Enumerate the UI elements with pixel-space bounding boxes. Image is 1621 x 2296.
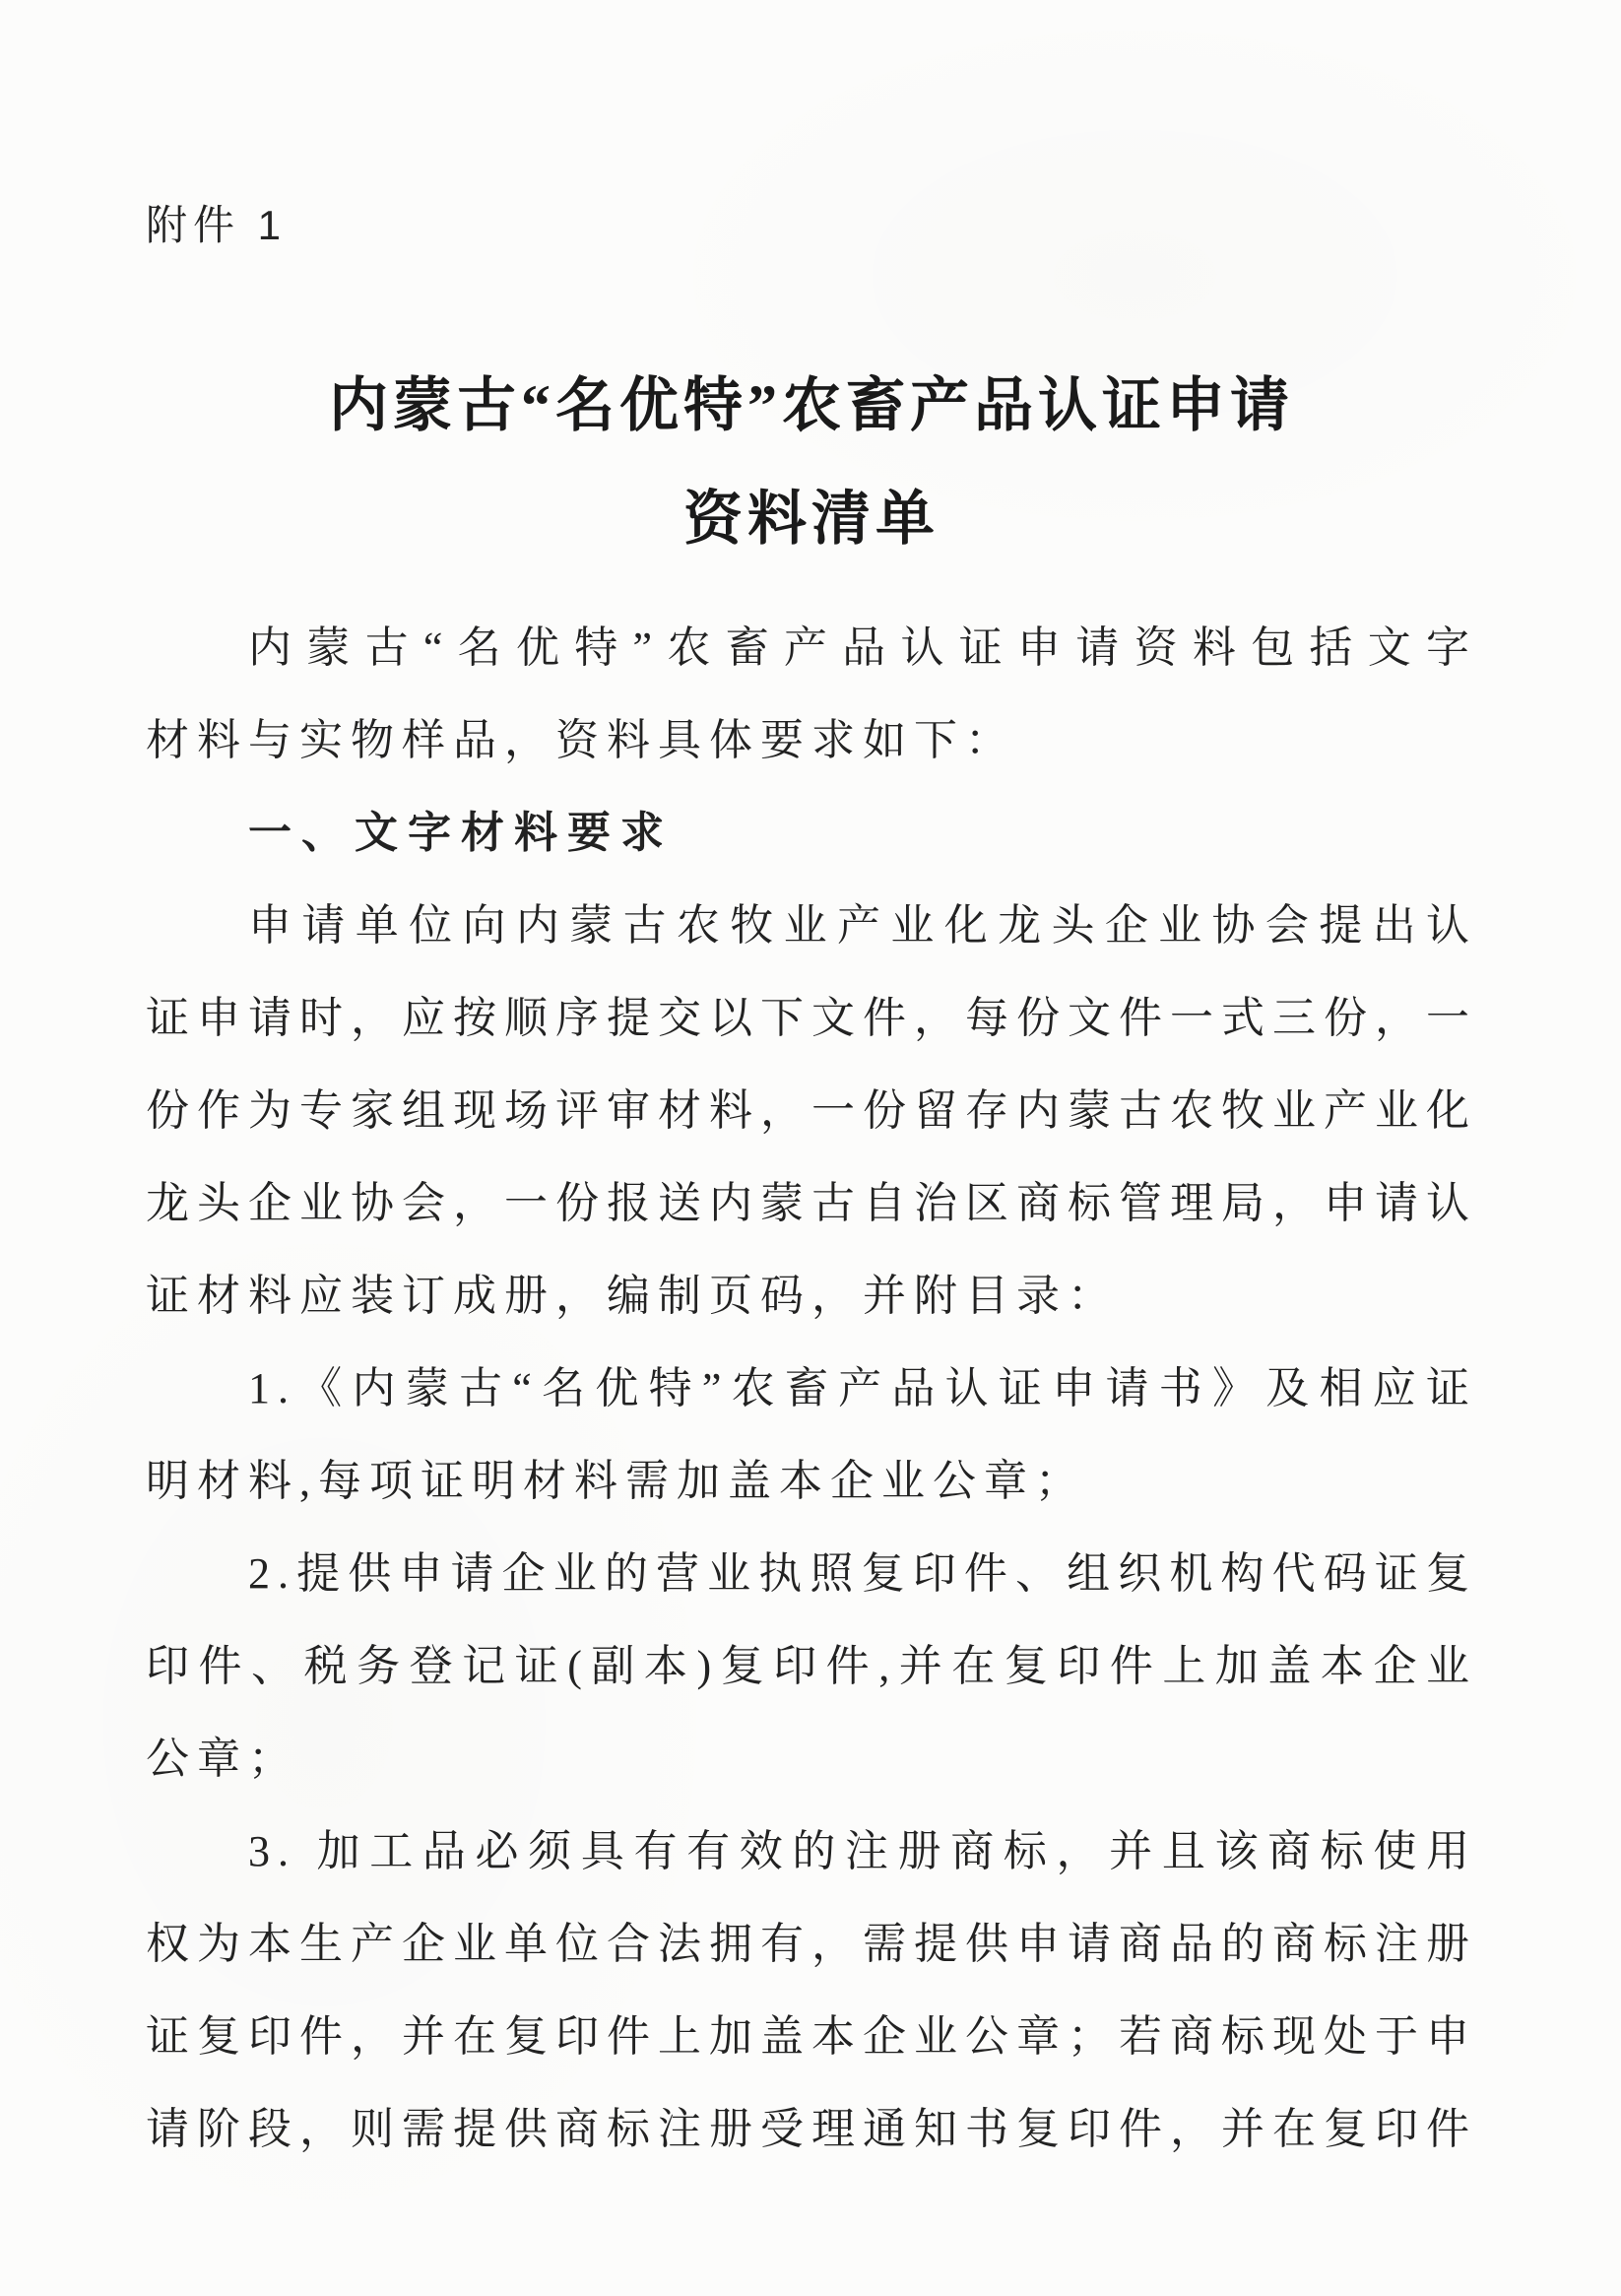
- list-item-3: [146, 1805, 1477, 2176]
- document-title: [146, 350, 1477, 576]
- list-item-2: [146, 1528, 1477, 1805]
- paragraph-line: 龙头企业协会，一份报送内蒙古自治区商标管理局，申请认: [146, 1179, 1477, 1227]
- paragraph-line: 1.《内蒙古“名优特”农畜产品认证申请书》及相应证: [248, 1364, 1477, 1412]
- document-body: [146, 602, 1477, 2176]
- paragraph-line: 2.提供申请企业的营业执照复印件、组织机构代码证复: [248, 1549, 1477, 1598]
- paragraph-line: 证复印件，并在复印件上加盖本企业公章；若商标现处于申: [146, 2012, 1477, 2061]
- document-content: [146, 202, 1477, 2176]
- intro-paragraph: [146, 602, 1477, 787]
- section-heading: 一、文字材料要求: [248, 809, 674, 857]
- paragraph-line: 权为本生产企业单位合法拥有，需提供申请商品的商标注册: [146, 1920, 1477, 1968]
- section-heading-text-materials: [146, 787, 1477, 880]
- requirements-paragraph: [146, 880, 1477, 1343]
- paragraph-line: 公章；: [146, 1735, 299, 1783]
- paragraph-line: 份作为专家组现场评审材料，一份留存内蒙古农牧业产业化: [146, 1086, 1477, 1135]
- paragraph-line: 证材料应装订成册，编制页码，并附目录：: [146, 1272, 1119, 1320]
- paragraph-line: 申请单位向内蒙古农牧业产业化龙头企业协会提出认: [248, 901, 1477, 950]
- paragraph-line: 请阶段，则需提供商标注册受理通知书复印件，并在复印件: [146, 2105, 1477, 2153]
- paragraph-line: 内蒙古“名优特”农畜产品认证申请资料包括文字: [248, 623, 1477, 672]
- paragraph-line: 3. 加工品必须具有有效的注册商标，并且该商标使用: [248, 1827, 1477, 1875]
- attachment-label: 附件 1: [146, 202, 288, 248]
- paragraph-line: 印件、税务登记证(副本)复印件,并在复印件上加盖本企业: [146, 1642, 1477, 1690]
- paragraph-line: 材料与实物样品，资料具体要求如下：: [146, 716, 1016, 764]
- document-title-line-2: 资料清单: [683, 487, 940, 552]
- paragraph-line: 明材料,每项证明材料需加盖本企业公章；: [146, 1457, 1086, 1505]
- document-title-line-1: 内蒙古“名优特”农畜产品认证申请: [329, 373, 1294, 438]
- paragraph-line: 证申请时，应按顺序提交以下文件，每份文件一式三份，一: [146, 994, 1477, 1042]
- list-item-1: [146, 1343, 1477, 1528]
